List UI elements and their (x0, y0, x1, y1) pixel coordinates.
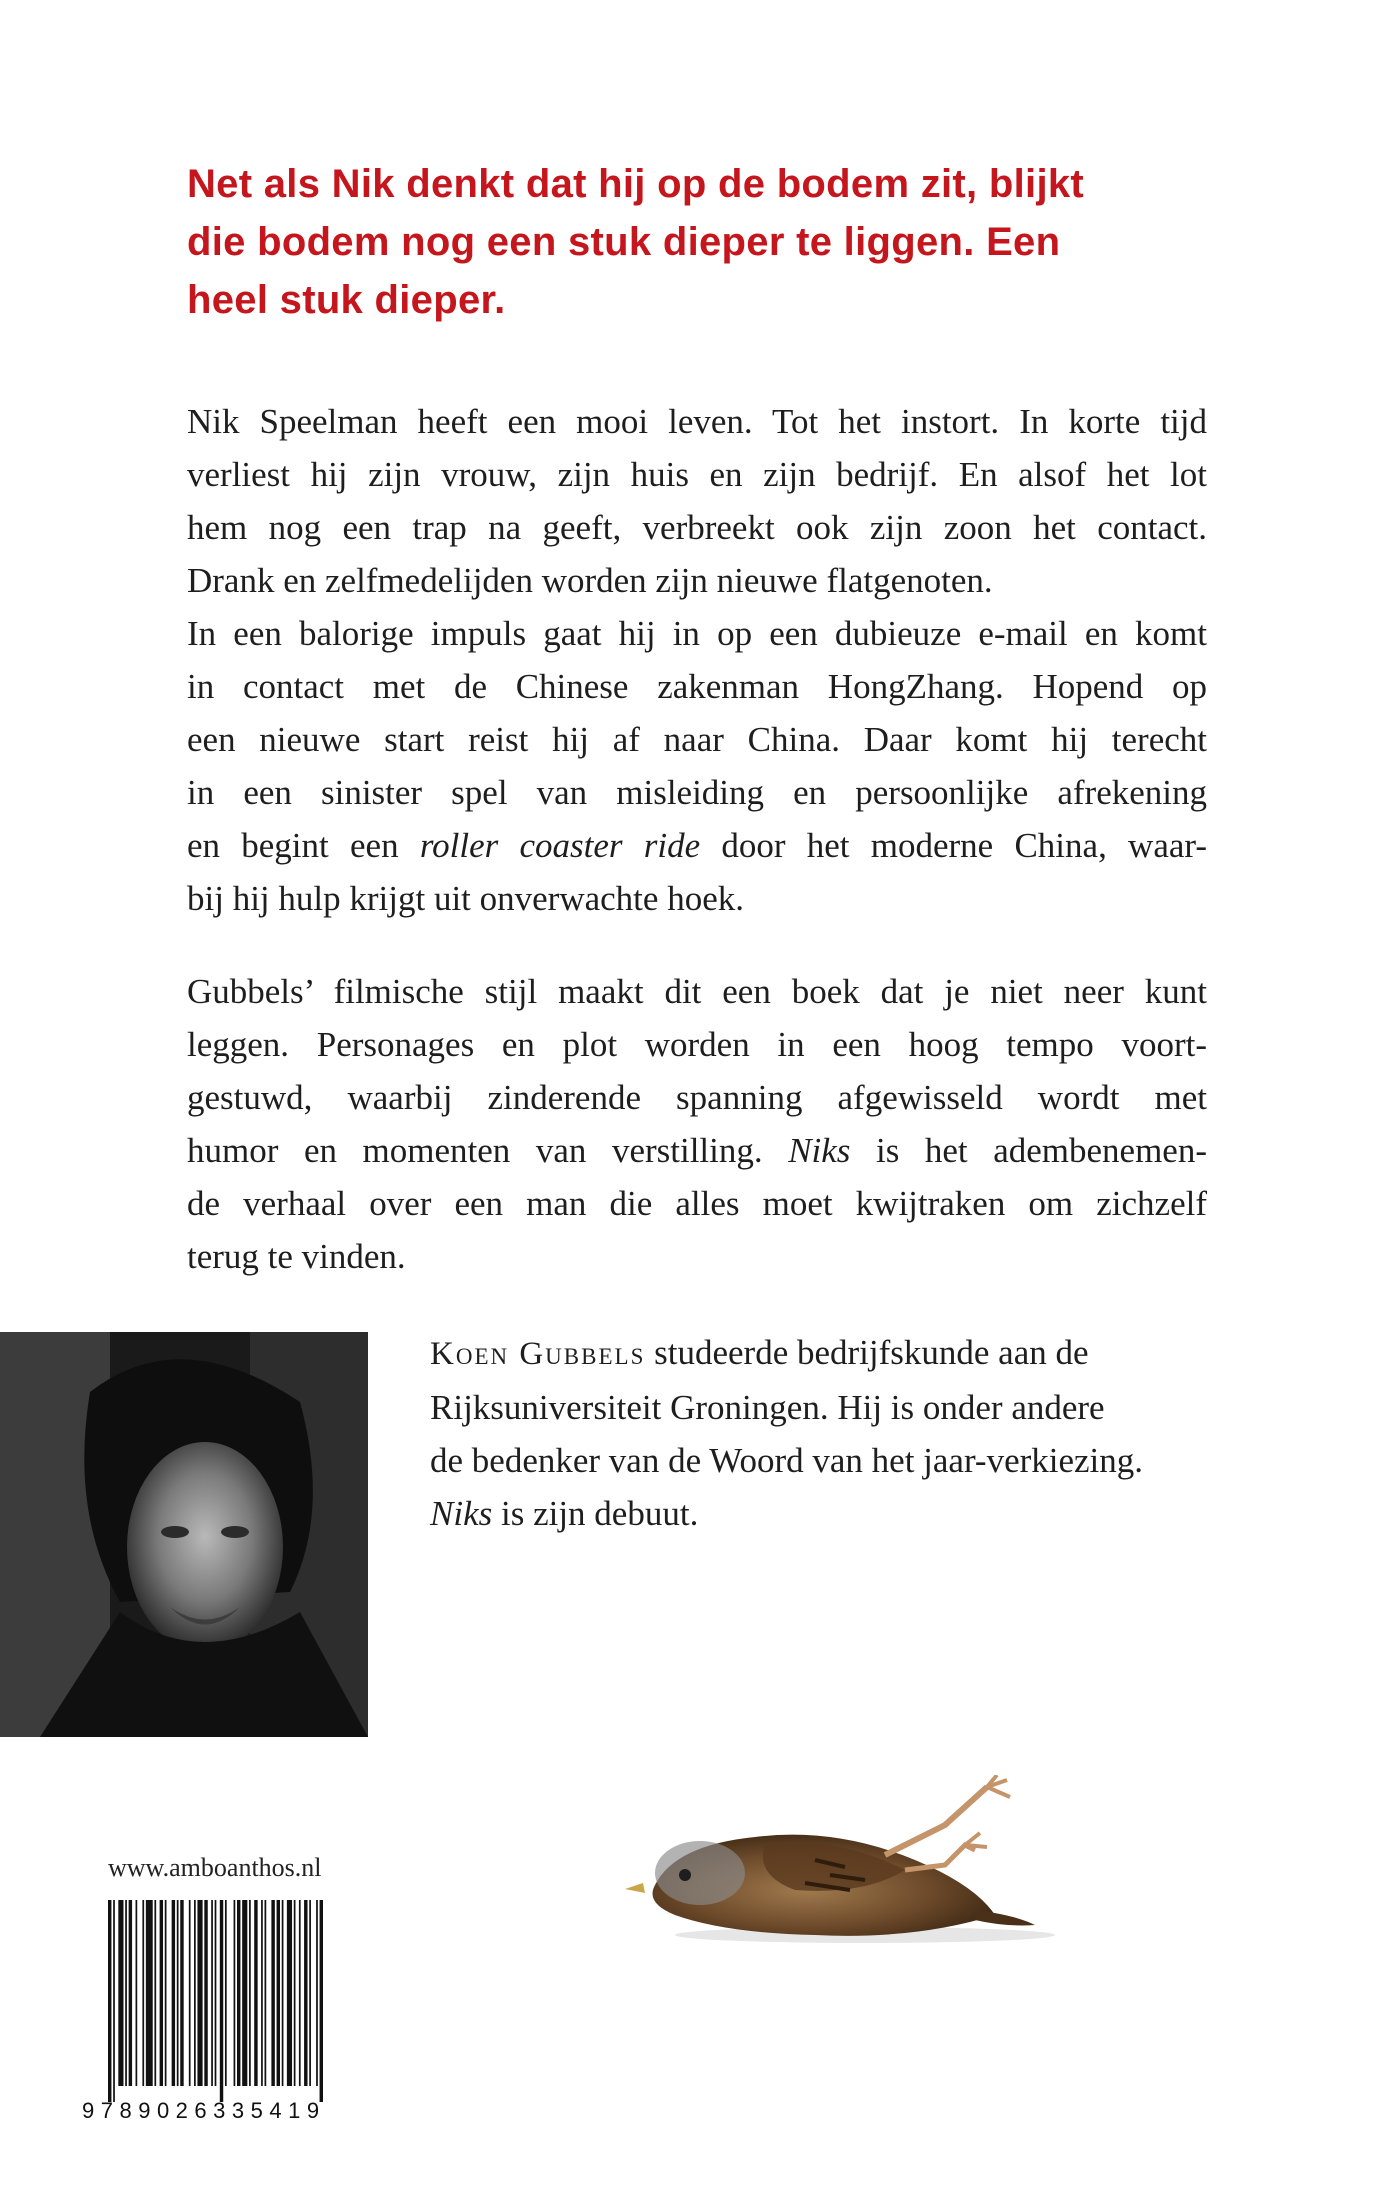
headline (187, 155, 1207, 329)
bio-text: is zijn debuut. (492, 1494, 699, 1533)
review-line: Gubbels’ filmische stijl maakt dit een boek dat je niet neer kunt (187, 972, 1207, 1011)
bio-text: studeerde bedrijfskunde aan de (645, 1333, 1089, 1372)
synopsis-text: door het moderne China, waar- (700, 826, 1208, 865)
barcode-bar (287, 1900, 292, 2086)
dead-sparrow-illustration (615, 1775, 1115, 1945)
barcode-bar (271, 1900, 274, 2086)
barcode-bar (160, 1900, 163, 2086)
review-line: leggen. Personages en plot worden in een hoog tempo voort- (187, 1025, 1207, 1064)
barcode-bar (215, 1900, 217, 2086)
author-name: Koen Gubbels (430, 1336, 646, 1372)
barcode-bar (237, 1900, 240, 2086)
barcode-bar (197, 1900, 202, 2086)
barcode-bar (211, 1900, 213, 2086)
barcode-bar (316, 1900, 318, 2086)
review-line: gestuwd, waarbij zinderende spanning afgewisseld wordt met (187, 1078, 1207, 1117)
headline-line: die bodem nog een stuk dieper te liggen. Een (187, 220, 1061, 264)
barcode-bar (294, 1900, 296, 2086)
barcode-bar (277, 1900, 280, 2086)
synopsis-line: bij hij hulp krijgt uit onverwachte hoek. (187, 879, 744, 918)
barcode-bar (177, 1900, 179, 2086)
bio-line: de bedenker van de Woord van het jaar-verkiezing. (430, 1441, 1144, 1480)
barcode-bar (225, 1900, 227, 2086)
barcode-bar (194, 1900, 196, 2086)
synopsis-line: Drank en zelfmedelijden worden zijn nieuwe flatgenoten. (187, 561, 993, 600)
barcode-bar (125, 1900, 127, 2086)
review-italic-text: Niks (788, 1131, 851, 1170)
barcode-bar (142, 1900, 144, 2086)
barcode-bar (261, 1900, 263, 2086)
publisher-website: www.amboanthos.nl (108, 1853, 322, 1882)
barcode-bar (118, 1900, 123, 2086)
barcode-bar (154, 1900, 156, 2086)
barcode-bar (234, 1900, 236, 2086)
synopsis-line: In een balorige impuls gaat hij in op een dubieuze e-mail en komt (187, 614, 1207, 653)
barcode-bar (172, 1900, 175, 2086)
synopsis-italic-text: roller coaster ride (419, 826, 701, 865)
review-text: humor en momenten van verstilling. (187, 1131, 789, 1170)
barcode-bar (204, 1900, 207, 2086)
synopsis-line: hem nog een trap na geeft, verbreekt ook zijn zoon het contact. (187, 508, 1207, 547)
barcode-bar (249, 1900, 251, 2086)
review-text: is het adembenemen- (850, 1131, 1207, 1170)
barcode-bar (309, 1900, 311, 2086)
barcode-bar (129, 1900, 132, 2086)
barcode-bar (242, 1900, 247, 2086)
synopsis-text: en begint een (187, 826, 420, 865)
review-line (187, 1124, 1207, 1177)
barcode-bar (299, 1900, 301, 2086)
author-bio (430, 1326, 1210, 1540)
barcode-bar (189, 1900, 191, 2086)
bio-line: Rijksuniversiteit Groningen. Hij is onder andere (430, 1388, 1105, 1427)
barcode-bar (320, 1900, 323, 2102)
barcode-bar (282, 1900, 284, 2086)
isbn-barcode (106, 1900, 364, 2102)
synopsis-line: in een sinister spel van misleiding en persoonlijke afrekening (187, 773, 1207, 812)
barcode-bar (254, 1900, 257, 2086)
author-photo (0, 1332, 368, 1737)
barcode-bar (108, 1900, 111, 2102)
barcode-bar (265, 1900, 267, 2086)
review-line: de verhaal over een man die alles moet kwijtraken om zichzelf (187, 1184, 1207, 1223)
author-portrait-image (0, 1332, 368, 1737)
barcode-bar (146, 1900, 153, 2086)
barcode-bar (165, 1900, 167, 2086)
synopsis-line (187, 819, 1207, 872)
headline-line: heel stuk dieper. (187, 278, 506, 322)
barcode-bar (304, 1900, 307, 2086)
barcode-bar (220, 1900, 223, 2102)
headline-line: Net als Nik denkt dat hij op de bodem zit, blijkt (187, 162, 1085, 206)
isbn-number: 9789026335419 (82, 2098, 326, 2123)
synopsis-line: een nieuwe start reist hij af naar China. Daar komt hij terecht (187, 720, 1207, 759)
synopsis-line: Nik Speelman heeft een mooi leven. Tot het instort. In korte tijd (187, 402, 1207, 441)
synopsis-line: verliest hij zijn vrouw, zijn huis en zijn bedrijf. En alsof het lot (187, 455, 1207, 494)
bio-line (430, 1326, 1210, 1381)
barcode-bar (136, 1900, 138, 2086)
review-line: terug te vinden. (187, 1237, 406, 1276)
barcode-bar (113, 1900, 115, 2102)
bio-line (430, 1487, 1210, 1540)
barcode-bar (180, 1900, 183, 2086)
synopsis-line: in contact met de Chinese zakenman HongZhang. Hopend op (187, 667, 1207, 706)
synopsis-paragraph (187, 395, 1207, 925)
review-paragraph (187, 965, 1207, 1283)
bio-italic-title: Niks (430, 1494, 493, 1533)
